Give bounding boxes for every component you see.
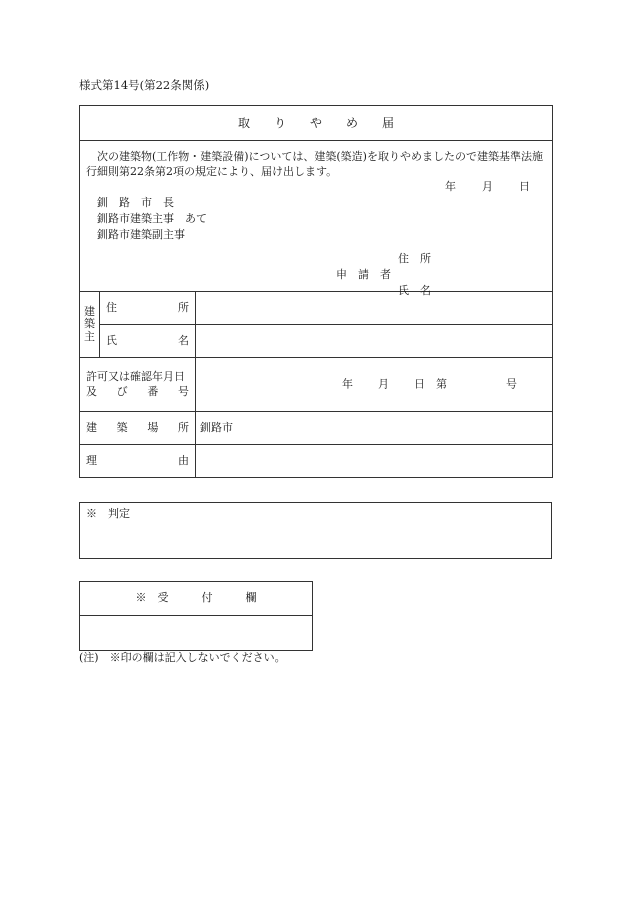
- withdrawal-form-table: [79, 105, 553, 478]
- owner-group-label: 建 築 主: [80, 292, 100, 358]
- owner-address-label: 住 所: [100, 292, 196, 325]
- addressee-building-official: 釧路市建築主事 あて: [97, 212, 207, 225]
- footnote: (注) ※印の欄は記入しないでください。: [79, 651, 286, 664]
- receipt-field: [80, 616, 313, 651]
- permit-dai: 第: [436, 377, 447, 391]
- permit-label: 許可又は確認年月日 及 び 番 号: [80, 358, 196, 412]
- site-label: 建 築 場 所: [80, 412, 196, 445]
- addressee-mayor: 釧 路 市 長: [97, 196, 174, 209]
- applicant-address-label: 住 所: [398, 252, 431, 265]
- receipt-label: ※ 受 付 欄: [80, 582, 313, 616]
- reason-label: 理 由: [80, 445, 196, 478]
- date-month: 月: [482, 180, 494, 193]
- reason-field[interactable]: [196, 445, 553, 478]
- site-field[interactable]: 釧路市: [196, 412, 553, 445]
- permit-month: 月: [378, 377, 389, 391]
- judgement-label: ※ 判定: [86, 507, 130, 520]
- date-year: 年: [445, 180, 457, 193]
- notice-body: 次の建築物(工作物・建築設備)については、建築(築造)を取りやめましたので建築基準法施行細則第22条第2項の規定により、届け出します。: [86, 150, 543, 178]
- notice-date: [445, 180, 530, 195]
- permit-year: 年: [342, 377, 353, 391]
- applicant-name-label: 氏 名: [398, 284, 431, 297]
- permit-day: 日: [414, 377, 425, 391]
- receipt-table: [79, 581, 313, 651]
- owner-name-field[interactable]: [196, 325, 553, 358]
- date-day: 日: [519, 180, 531, 193]
- addressee-deputy-official: 釧路市建築副主事: [97, 228, 185, 241]
- permit-go: 号: [506, 377, 517, 391]
- notice-section: [80, 141, 553, 297]
- owner-address-field[interactable]: [196, 292, 553, 325]
- form-number: 様式第14号(第22条関係): [79, 78, 210, 92]
- permit-field[interactable]: [196, 358, 553, 412]
- owner-name-label: 氏 名: [100, 325, 196, 358]
- applicant-label: 申 請 者: [336, 268, 391, 281]
- judgement-box: [79, 502, 552, 559]
- form-title: 取 り や め 届: [80, 106, 553, 141]
